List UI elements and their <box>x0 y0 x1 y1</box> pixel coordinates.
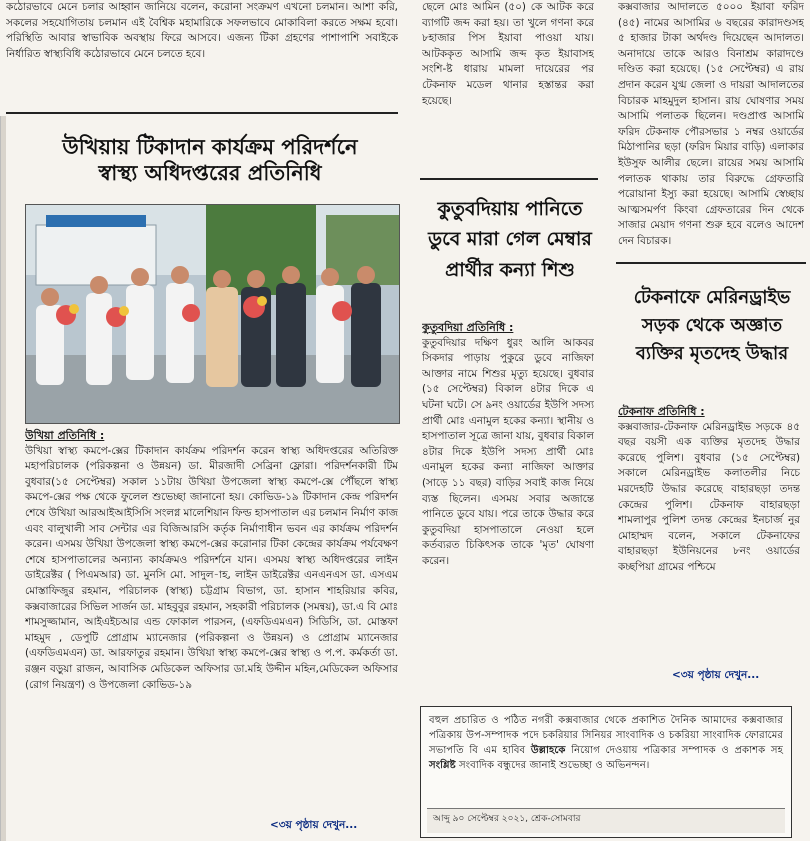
teknaf-headline-line2: সড়ক থেকে অজ্ঞাত <box>641 314 783 336</box>
adjacent-page-strip <box>0 116 6 841</box>
mid-divider <box>420 178 598 180</box>
ukhia-photo <box>25 204 400 424</box>
right-top-story-text <box>618 0 804 256</box>
left-column-text <box>6 0 398 108</box>
teknaf-story-body <box>618 404 800 666</box>
mid-top-story-text <box>422 0 594 172</box>
notice-bold-name: উল্লাহকে <box>530 745 566 756</box>
right-divider <box>616 262 806 264</box>
ukhia-headline-line2: স্বাস্থ্য অধিদপ্তরের প্রতিনিধি <box>98 161 322 186</box>
kutubdia-body-text: কুতুবদিয়ার দক্ষিণ ধুরং আলি আকবর সিকদার পাড়ায় পুকুরে ডুবে নাজিফা আক্তার নামে শিশুর মৃত্যু হয়েছে। বুধবার (১৫ সেপ্টেম্বর) বিকাল ৪টার দিকে এ ঘটনা ঘটে। সে ৯নং ওয়ার্ডের ইউপি সদস্য প্রার্থী মোঃ এনামুল হকের কন্যা। স্থানীয় ও হাসপাতাল সূত্রে জানা যায়, বুধবার বিকাল ৪টার দিকে ইউপি সদস্য প্রার্থী মোঃ এনামুল হকের কন্যা নাজিফা আক্তার (সাড়ে ১১ বছর) বাড়ির সবাই কাজ নিয়ে ব্যস্ত ছিলেন। এসময় সবার অজান্তে পানিতে ডুবে যায়। পরে তাকে উদ্ধার করে কুতুবদিয়া হাসপাতালে নেওয়া হলে কর্তব্যরত চিকিৎসক তাকে 'মৃত' ঘোষণা করেন। <box>422 336 594 567</box>
ukhia-headline-line1: উখিয়ায় টিকাদান কার্যক্রম পরিদর্শনে <box>62 135 358 159</box>
mid-top-paragraph: ছেলে মোঃ আমিন (৫০) কে আটক করে ব্যাগটি জব্দ করা হয়। তা খুলে গণনা করে ৮হাজার পিস ইয়াবা পাওয়া যায়। আটককৃত আসামি জব্দ কৃত ইয়াবাসহ সংশি-ষ্ট ধারায় মামলা দায়েরের পর টেকনাফ মডেল থানার হস্তান্তর করা হয়েছে। <box>422 1 594 107</box>
right-top-paragraph: কক্সবাজার আদালতে ৫০০০ ইয়াবা ফরিদ (৪৫) নামের আসামির ৬ বছরের কারাদণ্ডসহ ৫ হাজার টাকা অর্থদণ্ড দিয়েছেন আদালত। অনাদায়ে তাকে আরও বিনাশ্রম কারাদণ্ডে দণ্ডিত করা হয়েছে। (১৫ সেপ্টেম্বর) এ রায় প্রদান করেন যুগ্ম জেলা ও দায়রা আদালতের বিচারক মাহমুদুল হাসান। রায় ঘোষণার সময় আসামি পলাতক ছিলেন। দণ্ডপ্রাপ্ত আসামি ফরিদ টেকনাফ পৌরসভার ১ নম্বর ওয়ার্ডের মিঠাপানির ছড়া (ফরিদ মিয়ার বাড়ি) এলাকার ইউসুফ আলীর ছেলে। রায়ের সময় আসামি পলাতক থাকায় তার বিরুদ্ধে গ্রেফতারি পরোয়ানা ইস্যু করা হয়েছে। আসামি স্বেচ্ছায় আত্মসমর্পণ কিংবা গ্রেফতারের দিন থেকে সাজার মেয়াদ গণনা শুরু হবে বলেও আদেশ দেন বিচারক। <box>618 1 804 247</box>
kutubdia-headline <box>420 194 600 285</box>
column-divider <box>6 112 398 114</box>
teknaf-headline-line1: টেকনাফে মেরিনড্রাইভ <box>633 287 791 308</box>
notice-footer-strip <box>427 808 785 833</box>
teknaf-byline: টেকনাফ প্রতিনিধি : <box>618 405 705 418</box>
ukhia-byline: উখিয়া প্রতিনিধি : <box>25 429 105 442</box>
congratulations-notice-box <box>420 706 792 838</box>
ukhia-headline <box>18 134 402 187</box>
notice-text <box>421 707 791 779</box>
ukhia-body-text: উখিয়া স্বাস্থ্য কমপে-ক্সের টিকাদান কার্যক্রম পরিদর্শন করেন স্বাস্থ্য অধিদপ্তরের অতিরিক্ত মহাপরিচালক (পরিকল্পনা ও উন্নয়ন) ডা. মীরজাদী সেব্রিনা ফ্লোরা। পরিদর্শনকারী টিম বুধবার(১৫ সেপ্টেম্বর) সকাল ১১টায় উখিয়া উপজেলা স্বাস্থ্য কমপে-ক্সে পৌঁছলে স্বাস্থ্য কমপে-ক্সের পক্ষ থেকে ফুলেল শুভেচ্ছা জানানো হয়। কোভিড-১৯ টিকাদান কেন্দ্র পরিদর্শন শেষে উখিয়া আরআইআইসিসি সংলগ্ন মালেশিয়ান ফিল্ড হাসপাতাল এর চলমান নির্মাণ কাজ এবং বালুখালী সাব সেন্টার এর বিজিআরসি কর্তৃক নির্মাণাধীন ভবন এর কার্যক্রম পরিদর্শন করেন। এসময় উখিয়া উপজেলা স্বাস্থ্য কমপে-ক্সের করোনার টিকা কেন্দ্রের কার্যক্রম পর্যবেক্ষণ শেষে হাসপাতালের অন্যান্য কার্যক্রমও পরিদর্শনে যান। এসময় স্বাস্থ্য অধিদপ্তরের লাইন ডাইরেক্টর ( পিএমআর) ডা. মুনসি মো. সাদুল-াহ, লাইন ডাইরেক্টর এনএনএস ডা. এসএম মোস্তাফিজুর রহমান, পরিচালক (স্বাস্থ্য) চট্টগ্রাম বিভাগ, ডা. হাসান শাহরিয়ার কবির, কক্সবাজারের সিভিল সার্জন ডা. মাহবুবুর রহমান, সহকারী পরিচালক (সমন্বয়), ডা.এ বি মোঃ শামসুজ্জামান, আইএইচআর এন্ড ফোকাল পারসন, (এফডিএমএন) সিডিসি, ডা. মোস্তফা মাহমুদ , ডেপুটি প্রোগ্রাম ম্যানেজার (পরিকল্পনা ও উন্নয়ন) ও প্রোগ্রাম ম্যানেজার (এফডিএমএন) ডা. আরফাতুর রহমান। উখিয়া স্বাস্থ্য কমপে-ক্সের স্বাস্থ্য ও প.প. কর্মকর্তা ডা. রঞ্জন বড়ুয়া রাজন, আবাসিক মেডিকেল অফিসার ডা.মহি উদ্দীন মহিন,মেডিকেল অফিসার (রোগ নিয়ন্ত্রণ) ও উপজেলা কোভিড-১৯ <box>25 444 398 691</box>
notice-lead-text: বহুল প্রচারিত ও পঠিত নগরী কক্সবাজার থেকে প্রকাশিত দৈনিক আমাদের কক্সবাজার পত্রিকায় উপ-সম্পাদক পদে চকরিয়ার সিনিয়র সাংবাদিক ও চকরিয়া সাংবাদিক ফোরামের সভাপতি বি এম হাবিব <box>429 715 783 756</box>
kutubdia-headline-line2: ডুবে মারা গেল মেম্বার <box>428 228 592 251</box>
kutubdia-headline-line3: প্রার্থীর কন্যা শিশু <box>445 258 575 281</box>
notice-mid-text: নিয়োগ দেওয়ায় পত্রিকার সম্পাদক ও প্রকাশক সহ <box>571 745 783 756</box>
teknaf-headline-line3: ব্যক্তির মৃতদেহ উদ্ধার <box>635 342 789 364</box>
notice-end-text: সংবাদিক বন্ধুদের জানাই শুভেচ্ছা ও অভিনন্দন। <box>459 760 650 771</box>
kutubdia-headline-line1: কুতুবদিয়ায় পানিতে <box>437 198 583 220</box>
ukhia-continued-link[interactable]: <৩য় পৃষ্ঠায় দেখুন... <box>266 818 357 835</box>
ukhia-story-body <box>25 428 398 833</box>
notice-bold-related: সংশ্লিষ্ট <box>429 760 456 771</box>
kutubdia-story-body <box>422 320 594 690</box>
teknaf-body-text: কক্সবাজার-টেকনাফ মেরিনড্রাইভ সড়কে ৪৫ বছর বয়সী এক ব্যক্তির মৃতদেহ উদ্ধার করেছে পুলিশ। বুধবার (১৫ সেপ্টেম্বর) সকালে মেরিনড্রাইভ কলাতলীর নিচে মরদেহটি উদ্ধার করেছে বাহারছড়া তদন্ত কেন্দ্রের পুলিশ। টেকনাফ বাহারছড়া শামলাপুর পুলিশ তদন্ত কেন্দ্রের ইনচার্জ নুর মোহাম্মদ বলেন, সকালে টেকনাফের বাহারছড়া ইউনিয়নের ৮নং ওয়ার্ডের কচ্ছপিয়া গ্রামের পশ্চিমে <box>618 420 800 573</box>
kutubdia-byline: কুতুবদিয়া প্রতিনিধি : <box>422 321 514 334</box>
left-column-paragraph: কঠোরভাবে মেনে চলার আহ্বান জানিয়ে বলেন, করোনা সংক্রমণ এখনো চলমান। আশা করি, সকলের সহযোগিতায় চলমান এই বৈশ্বিক মহামারিকে সফলভাবে মোকাবিলা করতে সক্ষম হবো। পরিস্থিতি আবার স্বাভাবিক অবস্থায় ফিরে আসবে। এজন্য টিকা গ্রহণের পাশাপাশি সবাইকে নির্ধারিত স্বাস্থ্যবিধি কঠোরভাবে মেনে চলতে হবে। <box>6 1 398 60</box>
officials-group-photo <box>26 205 399 423</box>
teknaf-continued-link[interactable]: <৩য় পৃষ্ঠায় দেখুন... <box>672 669 760 681</box>
notice-footer-text: আব্দু ৯০ সেপ্টেম্বর ২০২১, শ্রেক-সোমবার <box>433 814 581 824</box>
teknaf-headline <box>614 284 810 368</box>
